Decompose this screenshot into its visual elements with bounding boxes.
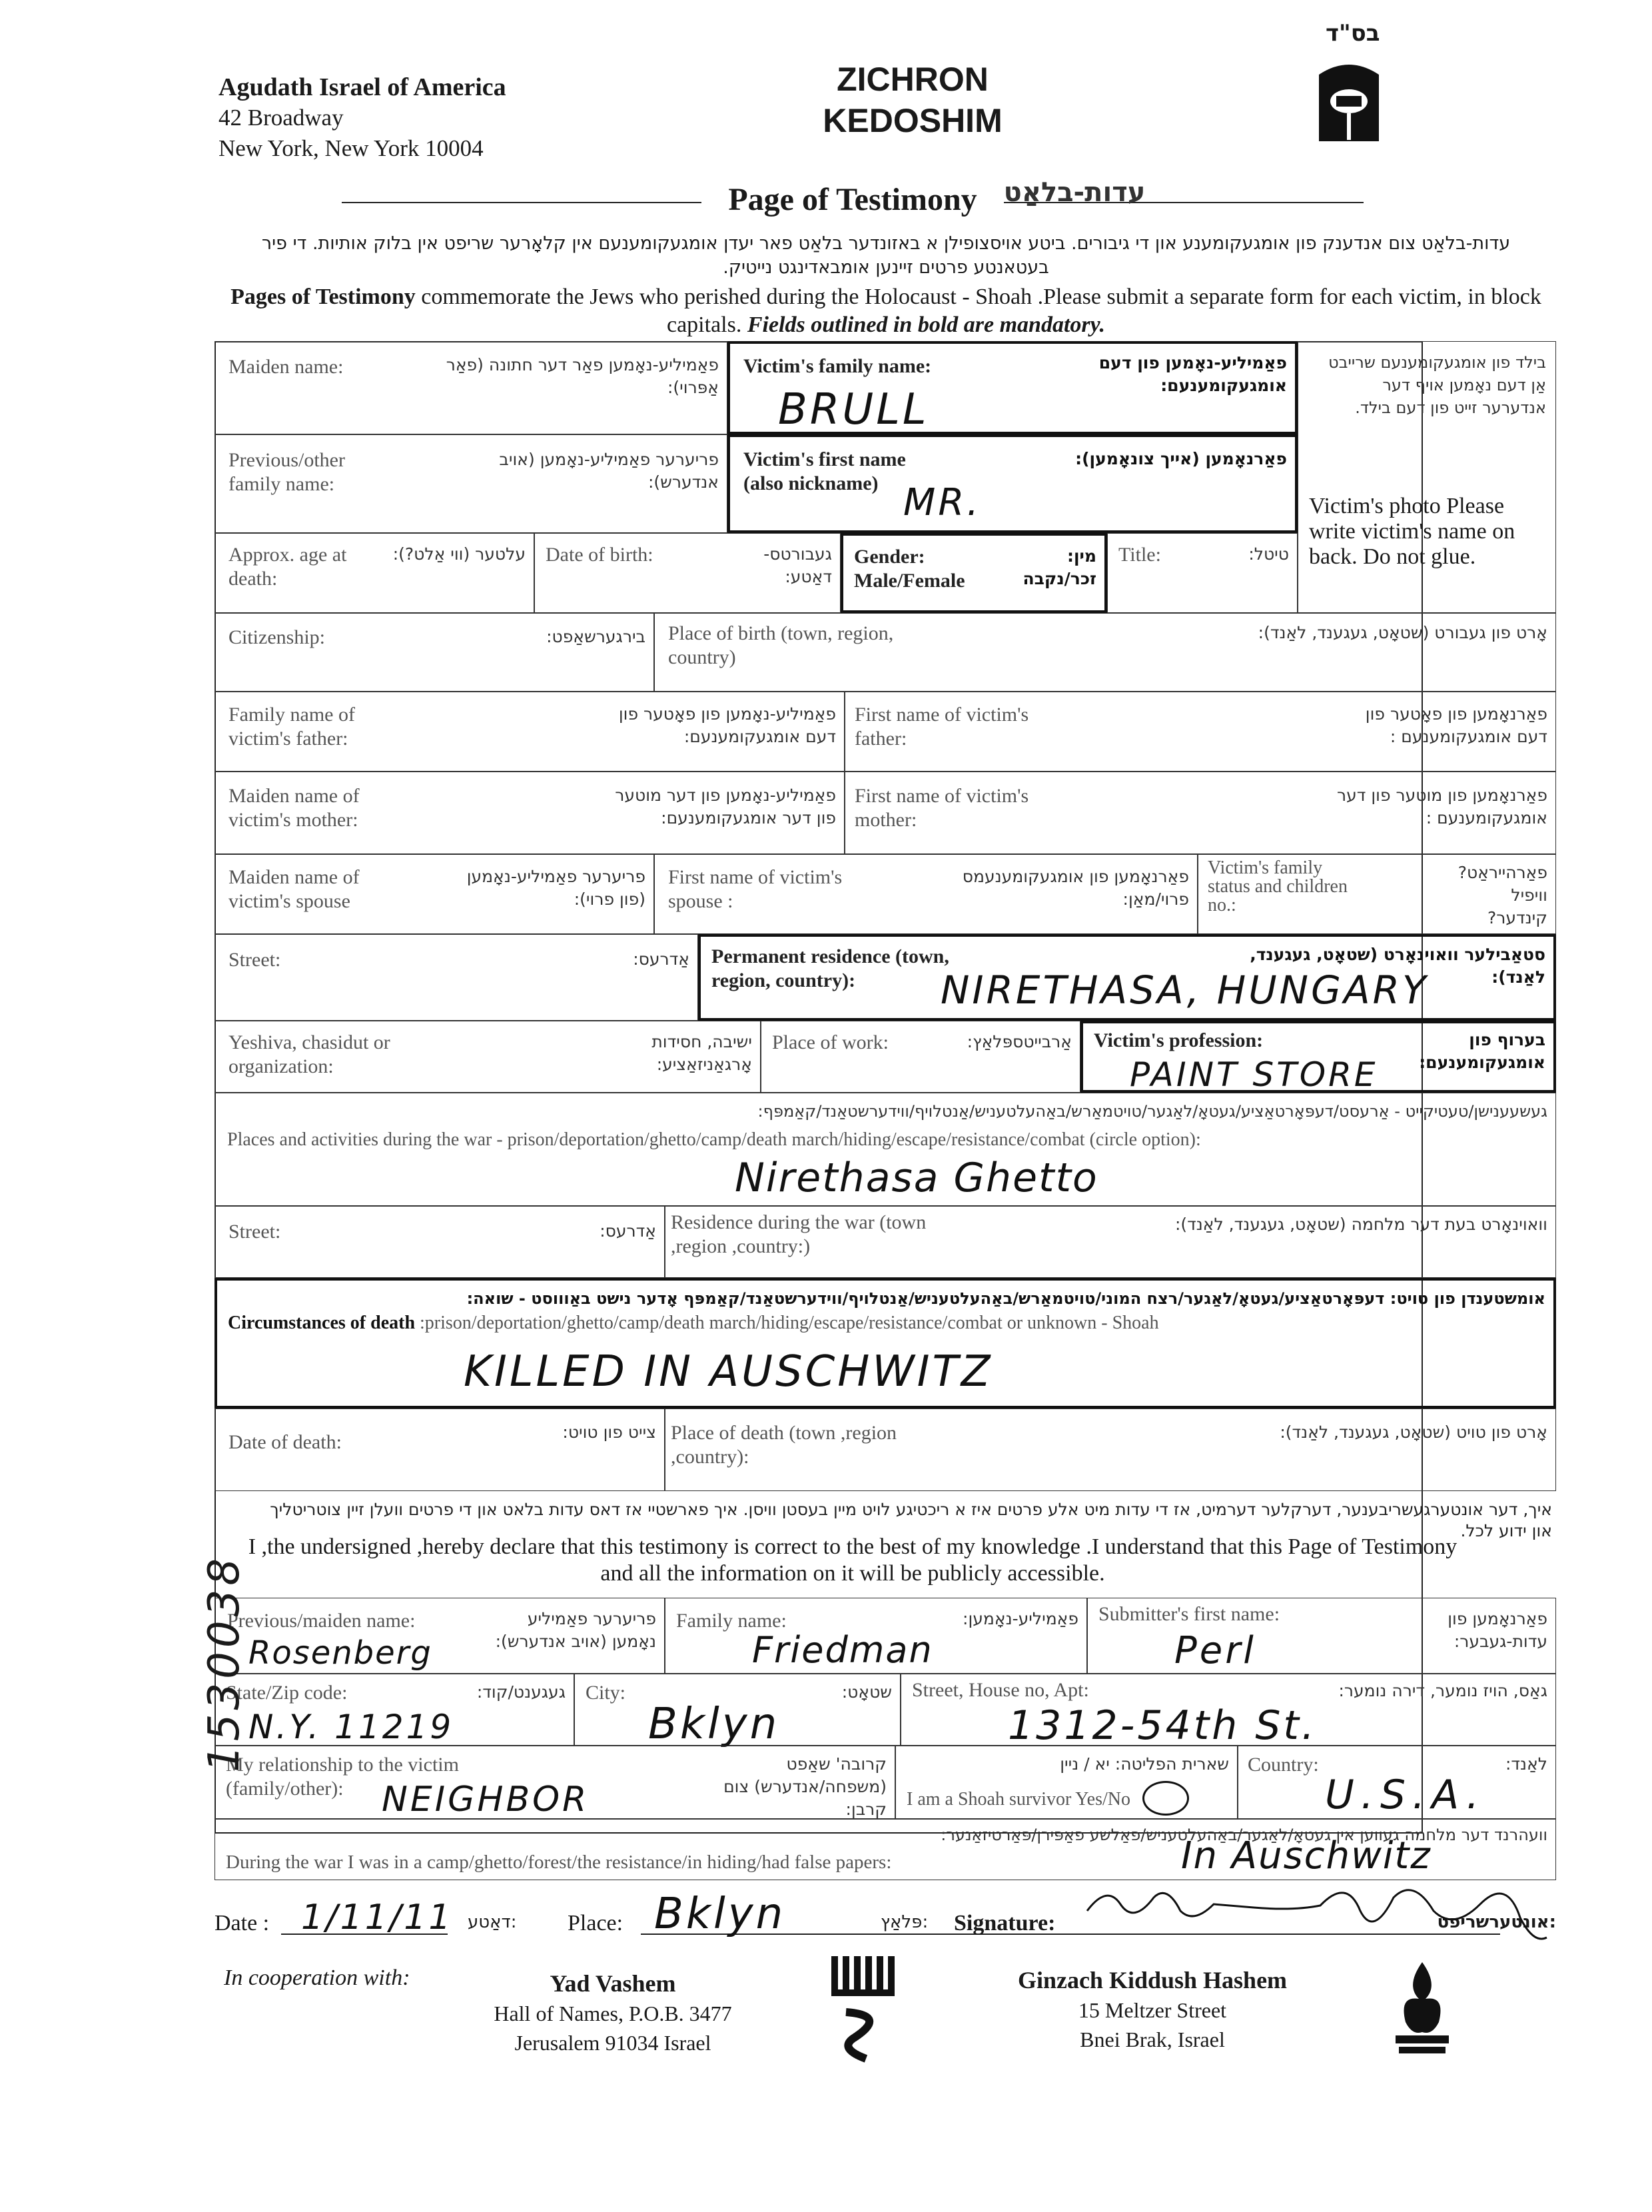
spouse-first-name-heb: פאַרנאָמען פון אומגעקומענעמס פרוי/מאַן: xyxy=(962,867,1189,909)
intro-yiddish: עדות-בלאַט צום אנדענק פון אומגעקומענע און די גיבורים. ביטע אויסצופילן א באזונדער בלאַט פאר יעדן אומגעקומענעם אין קלאָרער שריפט אין בלוק אותיות. די פיר בעטאנטע פרטים זיינען אומבאדינגט נייטיק. xyxy=(261,233,1511,278)
ginzach-line-1: 15 Meltzer Street xyxy=(1078,1998,1227,2022)
place-of-work-heb: אַרבייטספּלאַץ: xyxy=(967,1032,1072,1051)
spouse-first-name-label: First name of victim's spouse : xyxy=(668,866,843,912)
date-of-birth-cell[interactable] xyxy=(534,533,841,613)
street-label: Street: xyxy=(228,949,281,971)
permanent-residence-cell[interactable] xyxy=(698,934,1556,1021)
war-places-label: Places and activities during the war - prison/deportation/ghetto/camp/death march/hiding/escape/resistance/combat (circle option): xyxy=(227,1129,1201,1150)
org-name: Agudath Israel of America xyxy=(218,73,506,101)
war-residence-cell[interactable] xyxy=(665,1206,1556,1278)
submitter-street-cell[interactable] xyxy=(901,1674,1556,1749)
spouse-first-name-cell[interactable] xyxy=(654,854,1198,934)
photo-cell[interactable] xyxy=(1298,341,1556,613)
zichron-kedoshim-title xyxy=(773,59,1052,141)
country-value: U.S.A. xyxy=(1325,1772,1486,1818)
date-of-death-label: Date of death: xyxy=(228,1431,342,1453)
family-name-heb: פאַמיליע-נאָמען פון דעם אומגעקומענעם: xyxy=(1098,353,1287,395)
father-first-name-heb: פאַרנאָמען פון פאָטער פון דעם אומגעקומענעם : xyxy=(1365,704,1547,746)
org-address-line-1: 42 Broadway xyxy=(218,105,344,131)
place-heb: פּלאַץ: xyxy=(881,1912,929,1932)
father-family-name-heb: פאַמיליע-נאָמען פון פאָטער פון דעם אומגעקומענעם: xyxy=(618,704,836,746)
yeshiva-heb: ישיבה, חסידות אָרגאַניזאַציע: xyxy=(651,1032,752,1074)
circumstances-heb: אומשטענדן פון טויט: דעפּאָרטאַציע/געטאָ/לאַגער/רצח המוני/טויטמאַרש/באַהעלטעניש/אַנטלויף/ווידערשטאַנד/קאַמפּף אָדער נישט באַוווסט - שואה: xyxy=(466,1289,1545,1308)
citizenship-cell[interactable] xyxy=(214,613,654,692)
profession-value: PAINT STORE xyxy=(1130,1055,1378,1094)
date-of-birth-heb: געבורטס- דאַטע: xyxy=(763,544,832,586)
family-status-label: Victim's family status and children no.: xyxy=(1208,857,1348,915)
permanent-residence-value: NIRETHASA, HUNGARY xyxy=(941,967,1429,1013)
city-value: Bklyn xyxy=(648,1700,780,1749)
title-rule-left xyxy=(342,202,701,203)
title-line-2: KEDOSHIM xyxy=(823,102,1003,139)
first-name-heb: פאַרנאָמען (אייך צונאָמען): xyxy=(1075,449,1287,468)
date-label: Date : xyxy=(214,1911,270,1936)
permanent-residence-heb: סטאַבילער וואוינאָרט (שטאָט, געגענד, לאַנד): xyxy=(1250,945,1545,987)
relationship-cell[interactable] xyxy=(214,1746,895,1819)
survivor-cell[interactable] xyxy=(895,1746,1238,1819)
father-first-name-cell[interactable] xyxy=(845,692,1556,772)
first-name-label: Victim's first name (also nickname) xyxy=(743,448,906,494)
org-address-line-2: New York, New York 10004 xyxy=(218,135,484,161)
mother-maiden-name-label: Maiden name of victim's mother: xyxy=(228,785,360,831)
circumstances-label xyxy=(228,1311,1553,1335)
submitter-street-value: 1312-54th St. xyxy=(1008,1702,1318,1749)
spouse-maiden-name-cell[interactable] xyxy=(214,854,654,934)
yad-vashem-line-2: Jerusalem 91034 Israel xyxy=(514,2031,711,2055)
survivor-heb: שארית הפליטה: יא / ניין xyxy=(1060,1754,1229,1774)
first-name-value: MR. xyxy=(903,481,982,524)
signature-heb: אונטערשריפט: xyxy=(1437,1912,1556,1932)
circumstances-value: KILLED IN AUSCHWITZ xyxy=(464,1347,993,1396)
mother-maiden-name-cell[interactable] xyxy=(214,772,845,854)
declaration-english: I ,the undersigned ,hereby declare that this testimony is correct to the best of my knowledge .I understand that this Page of Testimony and all the information on it will be publicly accessible. xyxy=(248,1534,1457,1586)
submitter-family-name-cell[interactable] xyxy=(665,1598,1087,1674)
gender-heb: מין: זכר/נקבה xyxy=(1023,546,1096,588)
citizenship-label: Citizenship: xyxy=(228,626,325,648)
state-zip-cell[interactable] xyxy=(214,1674,574,1746)
signature-line xyxy=(214,1890,1556,1944)
war-location-label: During the war I was in a camp/ghetto/forest/the resistance/in hiding/had false papers: xyxy=(226,1852,892,1873)
profession-cell[interactable] xyxy=(1080,1021,1556,1093)
war-street-cell[interactable] xyxy=(214,1206,665,1278)
war-location-value: In Auschwitz xyxy=(1181,1834,1432,1878)
street-cell[interactable] xyxy=(214,934,698,1021)
intro-english-mandatory: Fields outlined in bold are mandatory. xyxy=(747,312,1105,337)
relationship-label: My relationship to the victim (family/other): xyxy=(226,1754,459,1800)
intro-english-rest: commemorate the Jews who perished during the Holocaust - Shoah .Please submit a separate form for each victim, in block capitals. xyxy=(415,284,1541,337)
date-value[interactable]: 1/11/11 xyxy=(301,1898,454,1937)
age-at-death-cell[interactable] xyxy=(214,533,534,613)
submitter-street-label: Street, House no, Apt: xyxy=(912,1679,1089,1701)
submitter-previous-name-cell[interactable] xyxy=(214,1598,665,1674)
father-family-name-cell[interactable] xyxy=(214,692,845,772)
bsd-mark: בס"ד xyxy=(1326,20,1380,47)
submitter-previous-name-label: Previous/maiden name: xyxy=(227,1610,416,1632)
submitter-family-name-value: Friedman xyxy=(752,1629,933,1671)
maiden-name-label: Maiden name: xyxy=(228,356,344,378)
circumstances-label-rest: :prison/deportation/ghetto/camp/death march/hiding/escape/resistance/combat or unknown - Shoah xyxy=(415,1313,1159,1333)
page-title xyxy=(200,177,1505,218)
country-heb: לאַנד: xyxy=(1505,1754,1547,1774)
place-of-work-cell[interactable] xyxy=(761,1021,1080,1093)
page-title-yiddish: עדות-בלאַט xyxy=(1003,177,1146,208)
intro-english-bold: Pages of Testimony xyxy=(230,284,416,309)
submitter-family-name-label: Family name: xyxy=(676,1610,787,1632)
family-name-cell[interactable] xyxy=(727,341,1298,434)
signature-label: Signature: xyxy=(954,1911,1056,1936)
first-name-cell[interactable] xyxy=(727,434,1298,533)
war-places-cell[interactable] xyxy=(214,1093,1556,1206)
previous-family-name-heb: פריערער פאַמיליע-נאָמען (אויב אנדערש): xyxy=(499,450,719,492)
page-title-english: Page of Testimony xyxy=(728,182,977,217)
title-label: Title: xyxy=(1118,544,1161,566)
submitter-first-name-heb: פאַרנאָמען פון עדות-געבער: xyxy=(1447,1609,1547,1651)
gender-cell[interactable] xyxy=(841,533,1107,613)
family-name-label: Victim's family name: xyxy=(743,355,932,377)
cooperation-label: In cooperation with: xyxy=(224,1965,410,1990)
submitter-first-name-label: Submitter's first name: xyxy=(1098,1603,1280,1625)
spouse-maiden-name-label: Maiden name of victim's spouse xyxy=(228,866,360,912)
father-family-name-label: Family name of victim's father: xyxy=(228,704,355,750)
mother-first-name-heb: פאַרנאָמען פון מוטער פון דער אומגעקומענעם : xyxy=(1336,786,1547,828)
place-of-death-heb: אָרט פון טויט (שטאָט, געגענד, לאַנד): xyxy=(1280,1422,1547,1442)
war-places-value: Nirethasa Ghetto xyxy=(735,1155,1098,1201)
war-street-label: Street: xyxy=(228,1221,281,1243)
profession-heb: בערוף פון אומגעקומענעם: xyxy=(1419,1030,1545,1072)
country-cell[interactable] xyxy=(1238,1746,1556,1819)
survivor-no-circle-icon xyxy=(1142,1781,1189,1816)
title-heb: טיטל: xyxy=(1248,544,1289,564)
side-reference-number: 1530038 xyxy=(200,1554,249,1772)
date-of-death-cell[interactable] xyxy=(214,1408,665,1491)
ginzach-line-2: Bnei Brak, Israel xyxy=(1080,2027,1225,2051)
gender-label: Gender: Male/Female xyxy=(854,546,965,592)
father-first-name-label: First name of victim's father: xyxy=(855,704,1029,750)
state-zip-value: N.Y. 11219 xyxy=(248,1708,454,1746)
title-line-1: ZICHRON xyxy=(837,61,989,98)
relationship-heb: קרובה' שאַפט (משפחה/אנדערש) צום קרבן: xyxy=(723,1754,887,1819)
city-heb: שטאָט: xyxy=(841,1682,892,1702)
age-at-death-heb: עלטער (ווי אַלט?): xyxy=(392,544,526,564)
permanent-residence-label: Permanent residence (town, region, country): xyxy=(711,945,949,991)
yad-vashem-block xyxy=(480,1969,746,2057)
date-heb: דאַטע: xyxy=(468,1912,517,1932)
mother-first-name-cell[interactable] xyxy=(845,772,1556,854)
yad-vashem-logo-icon xyxy=(826,1952,899,2065)
date-of-death-heb: צייט פון טויט: xyxy=(562,1422,656,1442)
citizenship-heb: בירגערשאַפט: xyxy=(546,627,645,646)
war-residence-heb: וואוינאָרט בעת דער מלחמה (שטאָט, געגענד, לאַנד): xyxy=(1174,1215,1547,1234)
submitter-previous-name-heb: פריערער פאַמיליע נאָמען (אויב אנדערש): xyxy=(495,1609,656,1651)
maiden-name-heb: פאַמיליע-נאָמען פאַר דער חתונה (פאַר אַפּרוי): xyxy=(446,355,719,397)
submitter-first-name-cell[interactable] xyxy=(1087,1598,1556,1674)
yad-vashem-name: Yad Vashem xyxy=(550,1970,676,1997)
family-status-heb: פאַרהייראַט? וויפיל קינדער? xyxy=(1457,863,1547,927)
place-of-birth-label: Place of birth (town, region, country) xyxy=(668,622,894,668)
age-at-death-label: Approx. age at death: xyxy=(228,544,347,590)
yeshiva-cell[interactable] xyxy=(214,1021,761,1093)
place-label: Place: xyxy=(568,1911,623,1936)
place-of-death-label: Place of death (town ,region ,country): xyxy=(671,1422,897,1468)
photo-heb: בילד פון אומגעקומענעם שרייבט אַן דעם נאָמען אויף דער אנדערער זייט פון דעם בילד. xyxy=(1328,353,1546,417)
org-address-block xyxy=(218,72,506,164)
state-zip-heb: געגענט/קוד: xyxy=(476,1682,566,1702)
submitter-family-name-heb: פאַמיליע-נאָמען: xyxy=(963,1609,1078,1628)
country-label: Country: xyxy=(1248,1754,1319,1776)
previous-family-name-cell[interactable] xyxy=(214,434,727,533)
title-cell[interactable] xyxy=(1107,533,1298,613)
place-of-birth-heb: אָרט פון געבורט (שטאָט, געגענד, לאַנד): xyxy=(1258,623,1547,642)
handwritten-signature-icon xyxy=(1080,1858,1560,1957)
state-zip-label: State/Zip code: xyxy=(226,1682,348,1704)
war-places-heb: געשעענישן/טעטיקייט - אַרעסט/דעפּאָרטאַציע/געטאָ/לאַגער/טויטמאַרש/באַהעלטעניש/אַנטלויף/ווידערשטאַנד/קאַמפּף: xyxy=(757,1102,1547,1121)
book-logo-icon xyxy=(1312,55,1386,148)
submitter-street-heb: גאַס, הויז נומער, דירה נומער: xyxy=(1338,1681,1547,1700)
city-label: City: xyxy=(586,1682,626,1704)
war-street-heb: אַדרעס: xyxy=(600,1221,656,1241)
place-value[interactable]: Bklyn xyxy=(654,1890,786,1939)
submitter-first-name-value: Perl xyxy=(1174,1629,1256,1672)
place-of-work-label: Place of work: xyxy=(772,1031,889,1053)
mother-maiden-name-heb: פאַמיליע-נאָמען פון דער מוטער פון דער אומגעקומענעם: xyxy=(615,786,836,828)
war-location-heb: וועהרנד דער מלחמה געווען אין געטאָ/לאַגער/באַהעלטעניש/פאַלשע פאַפּירן/פּאַרטיזאַנער: xyxy=(941,1826,1547,1844)
profession-label: Victim's profession: xyxy=(1094,1029,1264,1051)
place-of-birth-cell[interactable] xyxy=(654,613,1556,692)
ginzach-name: Ginzach Kiddush Hashem xyxy=(1017,1967,1288,1993)
city-cell[interactable] xyxy=(574,1674,901,1749)
ginzach-block xyxy=(986,1965,1319,2054)
yeshiva-label: Yeshiva, chasidut or organization: xyxy=(228,1031,390,1077)
yad-vashem-line-1: Hall of Names, P.O.B. 3477 xyxy=(494,2001,732,2025)
relationship-value: NEIGHBOR xyxy=(382,1780,590,1820)
photo-text: Victim's photo Please write victim's name on back. Do not glue. xyxy=(1309,494,1515,569)
family-name-value: BRULL xyxy=(778,385,929,434)
date-of-birth-label: Date of birth: xyxy=(546,544,653,566)
mother-first-name-label: First name of victim's mother: xyxy=(855,785,1029,831)
family-status-cell[interactable] xyxy=(1198,854,1556,934)
intro-english xyxy=(226,283,1545,339)
submitter-previous-name-value: Rosenberg xyxy=(248,1634,432,1672)
ginzach-flame-logo-icon xyxy=(1386,1959,1459,2059)
circumstances-label-bold: Circumstances of death xyxy=(228,1313,416,1333)
previous-family-name-label: Previous/other family name: xyxy=(228,449,345,495)
spouse-maiden-name-heb: פריערער פאַמיליע-נאָמען (פון פרוי): xyxy=(466,867,645,909)
war-residence-label: Residence during the war (town ,region ,country:) xyxy=(671,1211,927,1257)
place-of-death-cell[interactable] xyxy=(665,1408,1556,1491)
maiden-name-cell[interactable] xyxy=(214,341,727,434)
declaration-yiddish: איך, דער אונטערגעשריבענער, דערקלער דערמיט, אז די עדות מיט אלע פרטים איז א ריכטיגע לויט מיין בעסטן וויסן. איך פארשטיי אז דאס עדות בלאט און די פרטים וועלן זיין צוטריטליך און ידוע לכל. xyxy=(270,1500,1552,1540)
survivor-label: I am a Shoah survivor Yes/No xyxy=(907,1789,1130,1810)
street-heb: אַדרעס: xyxy=(633,949,689,969)
circumstances-cell[interactable] xyxy=(214,1278,1556,1408)
